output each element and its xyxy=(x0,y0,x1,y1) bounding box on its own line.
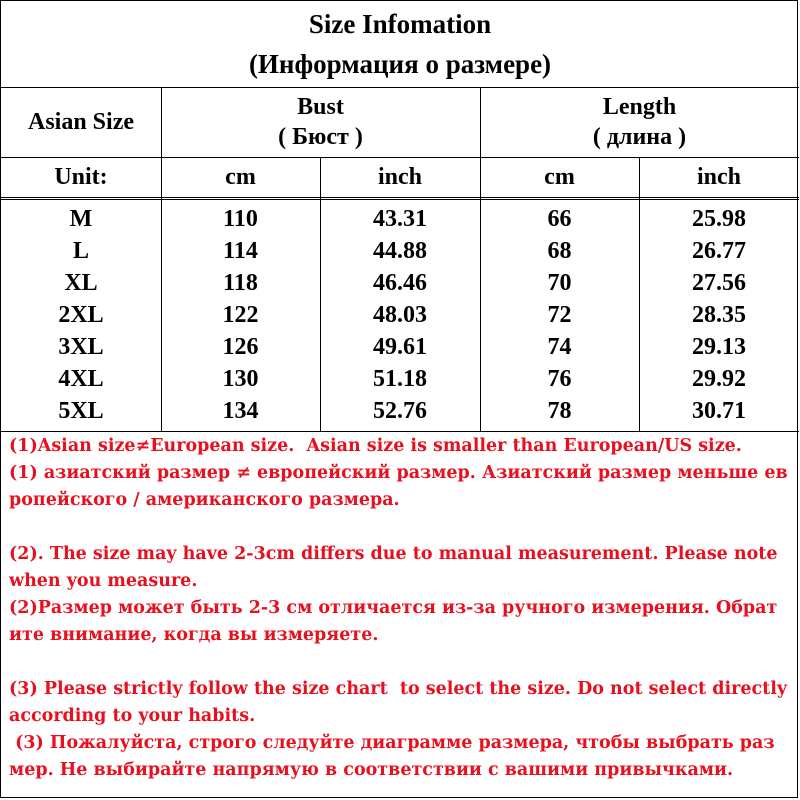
unit-length-inch: inch xyxy=(696,163,741,190)
title-line-en: Size Infomation xyxy=(308,9,492,39)
note-2-ru-line1: (2)Размер может быть 2-3 см отличается из-за ручного измерения. Обрат xyxy=(9,598,778,618)
length-inch-cell: 28.35 xyxy=(692,302,746,328)
note-spacer xyxy=(9,514,795,541)
note-1-ru-line2: ропейского / американского размера. xyxy=(9,490,400,510)
length-cm-cell: 66 xyxy=(547,206,572,232)
length-inch-cell: 30.71 xyxy=(692,398,746,424)
length-cm-cell: 78 xyxy=(547,398,572,424)
note-2-en-line2: when you measure. xyxy=(9,571,198,591)
bust-cm-cell: 114 xyxy=(223,238,258,264)
note-3-ru-line1: (3) Пожалуйста, строго следуйте диаграмме размера, чтобы выбрать раз xyxy=(9,733,775,753)
header-bust xyxy=(161,87,480,157)
col-sizes xyxy=(1,201,161,429)
length-cm-cell: 74 xyxy=(547,334,572,360)
note-3-en-line2: according to your habits. xyxy=(9,706,256,726)
header-length xyxy=(480,87,799,157)
header-length-ru: ( длина ) xyxy=(592,124,687,150)
length-inch-cell: 29.92 xyxy=(692,366,746,392)
note-2-en-line1: (2). The size may have 2-3cm differs due to manual measurement. Please note xyxy=(9,544,778,564)
note-2-ru-line2: ите внимание, когда вы измеряете. xyxy=(9,625,379,645)
note-1-ru-line1: (1) азиатский размер ≠ европейский размер. Азиатский размер меньше ев xyxy=(9,463,788,483)
size-cell: M xyxy=(69,206,93,232)
bust-inch-cell: 52.76 xyxy=(373,398,427,424)
size-cell: XL xyxy=(64,270,98,296)
col-bust-cm xyxy=(161,201,320,429)
bust-inch-cell: 46.46 xyxy=(373,270,427,296)
length-inch-cell: 29.13 xyxy=(692,334,746,360)
length-inch-cell: 26.77 xyxy=(692,238,746,264)
length-inch-cell: 25.98 xyxy=(692,206,746,232)
length-inch-cell: 27.56 xyxy=(692,270,746,296)
unit-length-cm: cm xyxy=(544,163,575,190)
header-asian-size: Asian Size xyxy=(27,109,134,135)
length-cm-cell: 68 xyxy=(547,238,572,264)
header-bust-en: Bust xyxy=(297,94,344,120)
bust-cm-cell: 110 xyxy=(223,206,258,232)
bust-cm-cell: 134 xyxy=(222,398,259,424)
chart-title xyxy=(1,1,799,87)
note-3-en-line1: (3) Please strictly follow the size chart to select the size. Do not select directly xyxy=(9,679,788,699)
length-cm-cell: 70 xyxy=(547,270,572,296)
title-line-ru: (Информация о размере) xyxy=(248,49,552,79)
bust-inch-cell: 51.18 xyxy=(373,366,427,392)
bust-inch-cell: 48.03 xyxy=(373,302,427,328)
header-bust-ru: ( Бюст ) xyxy=(278,124,363,150)
col-length-cm xyxy=(480,201,639,429)
size-cell: 4XL xyxy=(58,366,104,392)
bust-cm-cell: 130 xyxy=(222,366,259,392)
note-3-ru-line2: мер. Не выбирайте напрямую в соответствии с вашими привычками. xyxy=(9,760,734,780)
size-cell: 5XL xyxy=(58,398,104,424)
size-cell: 3XL xyxy=(58,334,104,360)
bust-inch-cell: 44.88 xyxy=(373,238,427,264)
rule-unit-double xyxy=(1,199,799,200)
col-bust-inch xyxy=(320,201,480,429)
bust-inch-cell: 49.61 xyxy=(373,334,427,360)
size-notes xyxy=(9,433,795,784)
unit-bust-cm: cm xyxy=(225,163,256,190)
bust-cm-cell: 126 xyxy=(222,334,259,360)
size-cell: L xyxy=(72,238,89,264)
note-1-en: (1)Asian size≠European size. Asian size is smaller than European/US size. xyxy=(9,436,742,456)
bust-inch-cell: 43.31 xyxy=(373,206,427,232)
note-spacer xyxy=(9,649,795,676)
bust-cm-cell: 118 xyxy=(223,270,258,296)
rule-table-bottom xyxy=(1,431,799,432)
size-cell: 2XL xyxy=(58,302,104,328)
length-cm-cell: 76 xyxy=(547,366,572,392)
bust-cm-cell: 122 xyxy=(222,302,259,328)
length-cm-cell: 72 xyxy=(547,302,572,328)
header-length-en: Length xyxy=(602,94,677,120)
col-length-inch xyxy=(639,201,799,429)
unit-bust-inch: inch xyxy=(377,163,422,190)
unit-label: Unit: xyxy=(54,163,108,190)
rule-unit xyxy=(1,197,799,198)
